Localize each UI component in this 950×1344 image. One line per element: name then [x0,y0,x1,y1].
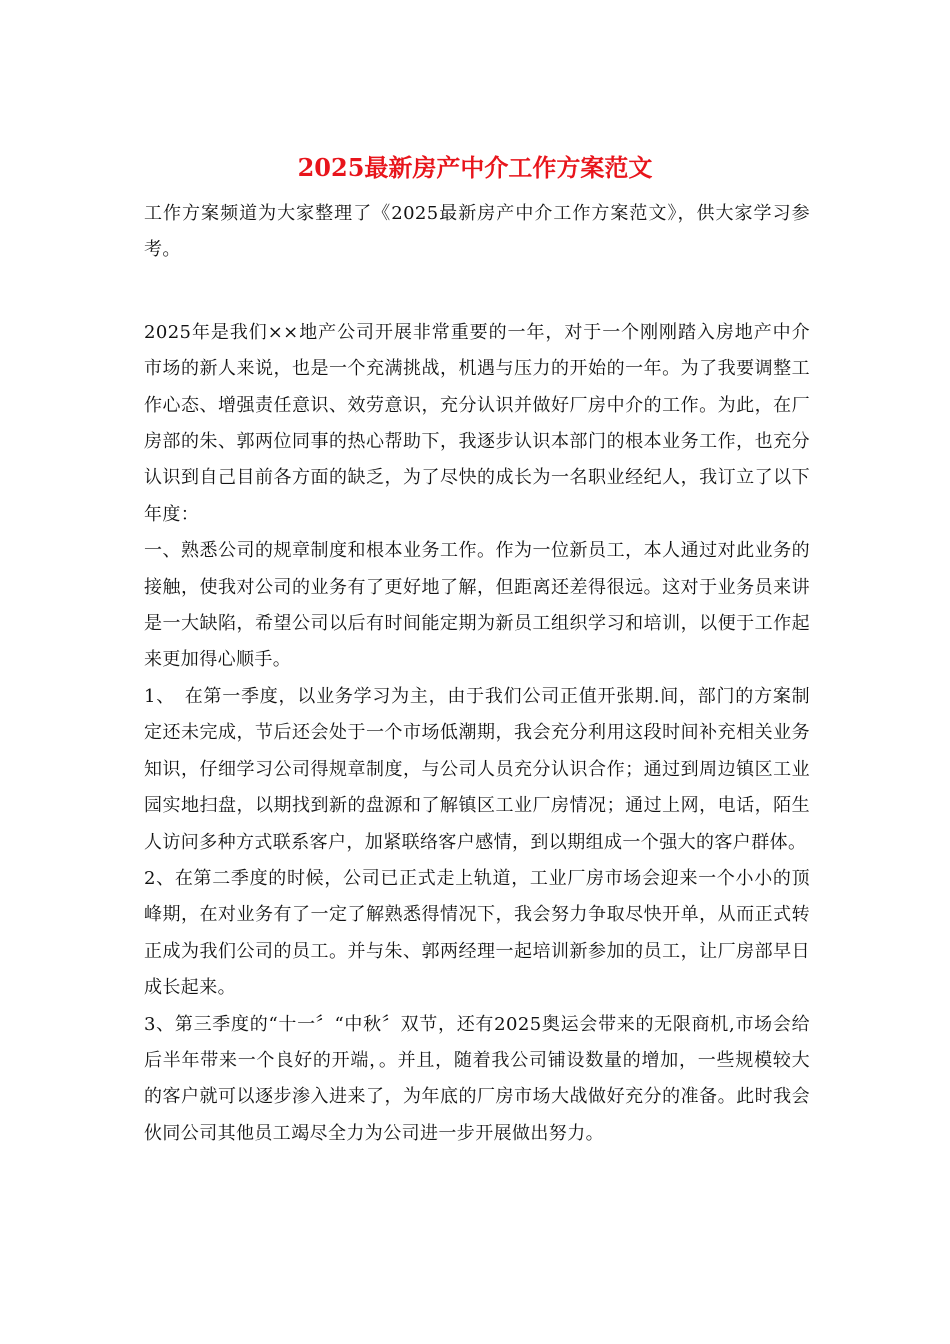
intro-paragraph: 工作方案频道为大家整理了《2025最新房产中介工作方案范文》，供大家学习参考。 [144,203,810,261]
paragraph-spacer [144,269,810,315]
paragraph-section-one: 一、熟悉公司的规章制度和根本业务工作。作为一位新员工，本人通过对此业务的接触，使我对公司的业务有了更好地了解，但距离还差得很远。这对于业务员来讲是一大缺陷，希望公司以后有时间能定期为新员工组织学习和培训，以便于工作起来更加得心顺手。 [144,540,810,671]
document-body [144,196,810,1152]
document-title: 2025最新房产中介工作方案范文 [297,153,653,182]
paragraph-first-quarter: 1、 在第一季度，以业务学习为主，由于我们公司正值开张期.间，部门的方案制定还未完成，节后还会处于一个市场低潮期，我会充分利用这段时间补充相关业务知识，仔细学习公司得规章制度，与公司人员充分认识合作；通过到周边镇区工业园实地扫盘，以期找到新的盘源和了解镇区工业厂房情况；通过上网，电话，陌生人访问多种方式联系客户，加紧联络客户感情，到以期组成一个强大的客户群体。 [144,685,810,853]
paragraph-third-quarter: 3、第三季度的“十一〞“中秋〞双节，还有2025奥运会带来的无限商机,市场会给后半年带来一个良好的开端，。并且，随着我公司铺设数量的增加，一些规模较大的客户就可以逐步渗入进来了，为年底的厂房市场大战做好充分的准备。此时我会伙同公司其他员工竭尽全力为公司进一步开展做出努力。 [144,1013,810,1144]
paragraph-overview: 2025年是我们××地产公司开展非常重要的一年，对于一个刚刚踏入房地产中介市场的新人来说，也是一个充满挑战，机遇与压力的开始的一年。为了我要调整工作心态、增强责任意识、效劳意识，充分认识并做好厂房中介的工作。为此，在厂房部的朱、郭两位同事的热心帮助下，我逐步认识本部门的根本业务工作，也充分认识到自己目前各方面的缺乏，为了尽快的成长为一名职业经纪人，我订立了以下年度： [144,321,810,525]
paragraph-second-quarter: 2、在第二季度的时候，公司已正式走上轨道，工业厂房市场会迎来一个小小的顶峰期，在对业务有了一定了解熟悉得情况下，我会努力争取尽快开单，从而正式转正成为我们公司的员工。并与朱、郭两经理一起培训新参加的员工，让厂房部早日成长起来。 [144,867,810,999]
